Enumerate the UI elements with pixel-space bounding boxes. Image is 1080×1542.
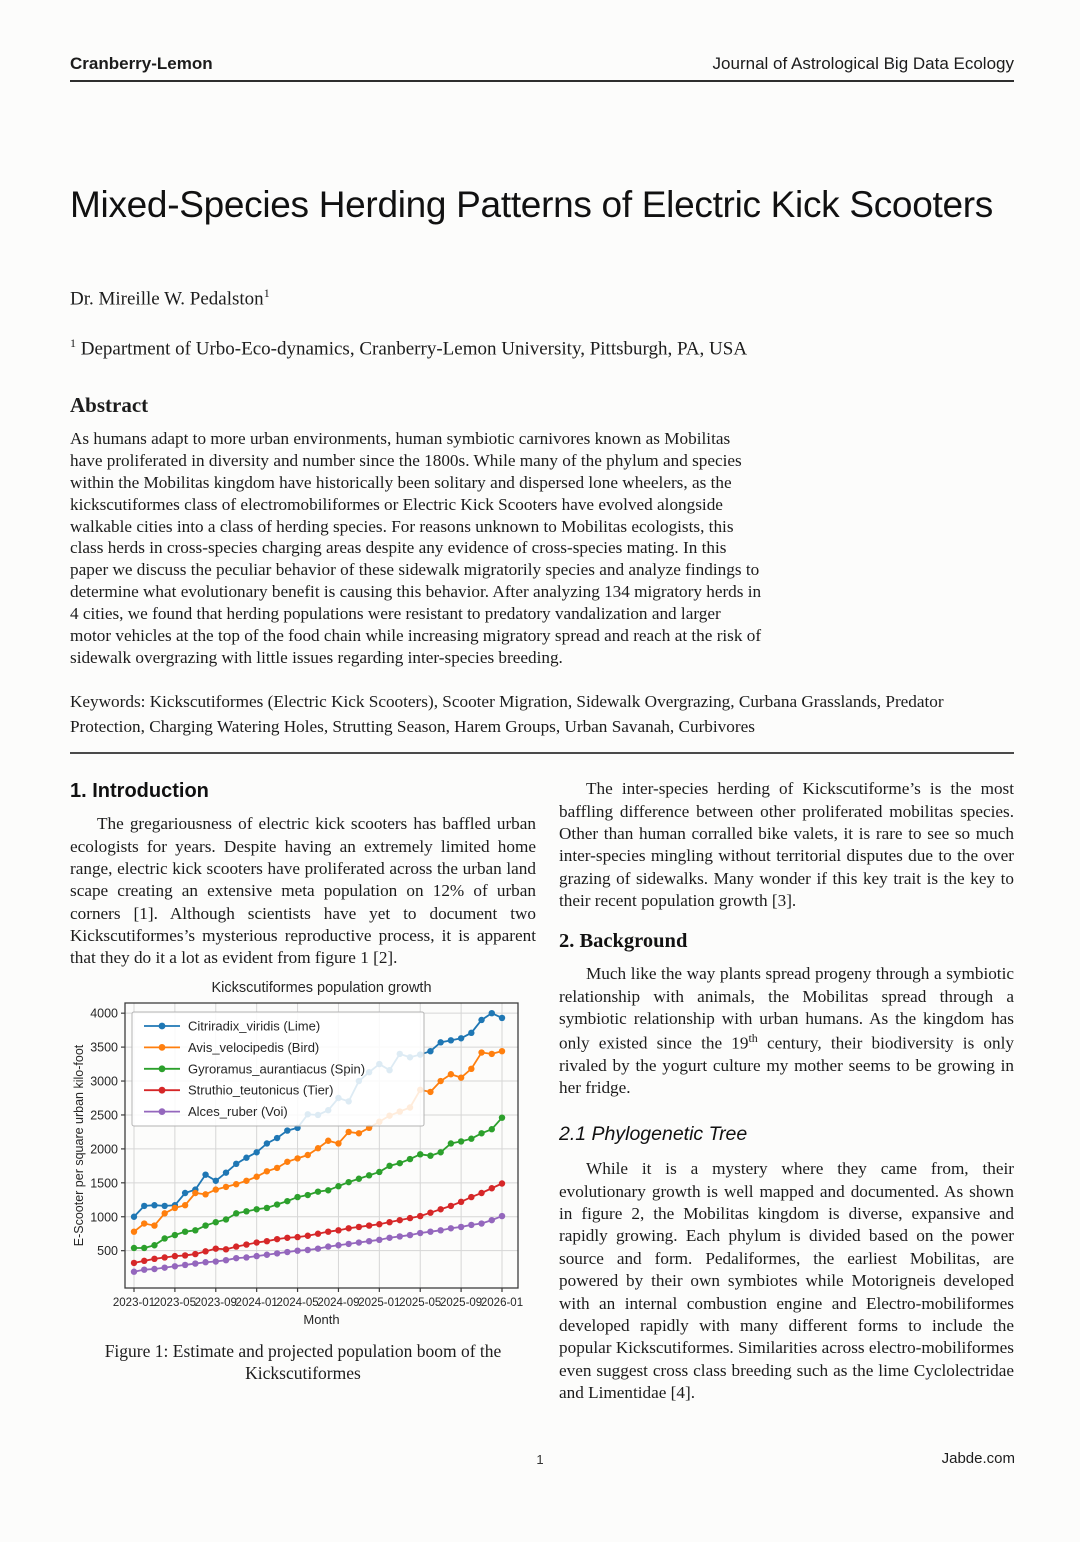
x-tick-label: 2023-01: [112, 1296, 156, 1309]
data-point: [489, 1217, 495, 1223]
data-point: [437, 1149, 443, 1155]
data-point: [478, 1190, 484, 1196]
chart-ylabel: E-Scooter per square urban kilo-foot: [72, 1044, 86, 1247]
data-point: [192, 1227, 198, 1233]
data-point: [437, 1206, 443, 1212]
data-point: [427, 1152, 433, 1158]
data-point: [407, 1156, 413, 1162]
two-column-body: [70, 778, 1014, 1410]
data-point: [131, 1245, 137, 1251]
data-point: [386, 1234, 392, 1240]
author-name: Dr. Mireille W. Pedalston: [70, 288, 264, 310]
data-point: [161, 1254, 167, 1260]
running-header: [70, 54, 1014, 82]
data-point: [233, 1181, 239, 1187]
x-tick-label: 2024-05: [276, 1296, 319, 1309]
data-point: [182, 1190, 188, 1196]
data-point: [417, 1151, 423, 1157]
data-point: [376, 1221, 382, 1227]
chart-title: Kickscutiformes population growth: [211, 979, 432, 996]
data-point: [131, 1260, 137, 1266]
data-point: [417, 1213, 423, 1219]
x-tick-label: 2026-01: [480, 1296, 524, 1309]
data-point: [243, 1241, 249, 1247]
data-point: [366, 1222, 372, 1228]
y-tick-label: 2000: [90, 1142, 118, 1157]
data-point: [264, 1238, 270, 1244]
data-point: [172, 1253, 178, 1259]
y-tick-label: 3500: [90, 1040, 118, 1055]
data-point: [284, 1158, 290, 1164]
affiliation-marker: 1: [70, 336, 76, 351]
data-point: [141, 1203, 147, 1209]
data-point: [141, 1266, 147, 1272]
data-point: [161, 1264, 167, 1270]
data-point: [386, 1219, 392, 1225]
data-point: [325, 1243, 331, 1249]
data-point: [366, 1172, 372, 1178]
data-point: [489, 1185, 495, 1191]
data-point: [172, 1232, 178, 1238]
data-point: [315, 1188, 321, 1194]
data-point: [478, 1017, 484, 1023]
data-point: [223, 1246, 229, 1252]
data-point: [315, 1145, 321, 1151]
data-point: [233, 1255, 239, 1261]
chart-xlabel: Month: [303, 1311, 340, 1327]
data-point: [489, 1126, 495, 1132]
data-point: [427, 1228, 433, 1234]
x-tick-label: 2025-05: [399, 1296, 442, 1309]
legend-marker: [159, 1022, 166, 1029]
data-point: [448, 1037, 454, 1043]
footer-site-name: Jabde.com: [941, 1450, 1015, 1467]
data-point: [202, 1248, 208, 1254]
population-growth-chart: [70, 976, 542, 1328]
data-point: [356, 1239, 362, 1245]
data-point: [284, 1234, 290, 1240]
header-journal-name: Journal of Astrological Big Data Ecology: [712, 54, 1014, 73]
data-point: [233, 1160, 239, 1166]
data-point: [264, 1168, 270, 1174]
header-journal-short: Cranberry-Lemon: [70, 54, 213, 73]
data-point: [213, 1245, 219, 1251]
data-point: [253, 1173, 259, 1179]
data-point: [213, 1186, 219, 1192]
data-point: [397, 1233, 403, 1239]
legend-label: Gyroramus_aurantiacus (Spin): [188, 1061, 366, 1077]
data-point: [151, 1222, 157, 1228]
data-point: [335, 1140, 341, 1146]
data-point: [345, 1225, 351, 1231]
legend-label: Citriradix_viridis (Lime): [188, 1018, 321, 1034]
data-point: [458, 1035, 464, 1041]
data-point: [274, 1135, 280, 1141]
data-point: [284, 1249, 290, 1255]
data-point: [253, 1253, 259, 1259]
data-point: [141, 1220, 147, 1226]
data-point: [345, 1241, 351, 1247]
data-point: [478, 1049, 484, 1055]
data-point: [499, 1180, 505, 1186]
data-point: [151, 1202, 157, 1208]
data-point: [161, 1210, 167, 1216]
data-point: [356, 1224, 362, 1230]
data-point: [192, 1251, 198, 1257]
data-point: [489, 1010, 495, 1016]
data-point: [182, 1202, 188, 1208]
y-tick-label: 3000: [90, 1074, 118, 1089]
data-point: [253, 1149, 259, 1155]
data-point: [448, 1203, 454, 1209]
data-point: [284, 1198, 290, 1204]
data-point: [458, 1074, 464, 1080]
y-tick-label: 1500: [90, 1176, 118, 1191]
introduction-paragraph: The gregariousness of electric kick scooters has baffled urban ecologists for years. Despite having an extremely limited home range, electric kick scooters have proliferated across the urban land scape creating an extensive meta population on 12% of urban corners [1]. Although scientists have yet to document two Kickscutiformes’s mysterious reproductive process, it is apparent that they do it a lot as evident from figure 1 [2].: [70, 814, 536, 968]
data-point: [274, 1250, 280, 1256]
page-number: 1: [536, 1452, 544, 1467]
data-point: [499, 1114, 505, 1120]
y-tick-label: 2500: [90, 1108, 118, 1123]
data-point: [182, 1252, 188, 1258]
data-point: [223, 1169, 229, 1175]
data-point: [223, 1257, 229, 1263]
data-point: [253, 1206, 259, 1212]
data-point: [427, 1209, 433, 1215]
legend-label: Alces_ruber (Voi): [188, 1103, 288, 1119]
data-point: [243, 1254, 249, 1260]
data-point: [345, 1179, 351, 1185]
y-tick-label: 1000: [90, 1210, 118, 1225]
legend-marker: [159, 1065, 166, 1072]
data-point: [141, 1245, 147, 1251]
data-point: [305, 1192, 311, 1198]
data-point: [131, 1268, 137, 1274]
data-point: [274, 1165, 280, 1171]
legend-marker: [159, 1108, 166, 1115]
data-point: [294, 1155, 300, 1161]
data-point: [468, 1065, 474, 1071]
data-point: [397, 1217, 403, 1223]
legend-marker: [159, 1044, 166, 1051]
author-line: [70, 286, 1010, 310]
data-point: [468, 1194, 474, 1200]
data-point: [335, 1183, 341, 1189]
data-point: [478, 1130, 484, 1136]
data-point: [294, 1247, 300, 1253]
affiliation-text: Department of Urbo-Eco-dynamics, Cranberry-Lemon University, Pittsburgh, PA, USA: [76, 338, 748, 360]
data-point: [274, 1236, 280, 1242]
data-point: [131, 1228, 137, 1234]
data-point: [243, 1177, 249, 1183]
data-point: [499, 1048, 505, 1054]
x-tick-label: 2023-09: [194, 1296, 237, 1309]
data-point: [417, 1230, 423, 1236]
legend-label: Struthio_teutonicus (Tier): [188, 1082, 334, 1098]
background-text-pre: Much like the way plants spread progeny through a symbiotic relationship with animals, the Mobilitas spread through a symbiotic relationship with urban humans. As the kingdom has only existed since the 19: [559, 964, 1014, 1053]
data-point: [243, 1208, 249, 1214]
legend-marker: [159, 1087, 166, 1094]
data-point: [233, 1243, 239, 1249]
legend-label: Avis_velocipedis (Bird): [188, 1039, 320, 1055]
data-point: [407, 1232, 413, 1238]
data-point: [437, 1039, 443, 1045]
right-column: [559, 778, 1014, 1410]
abstract-heading: Abstract: [70, 393, 149, 418]
data-point: [356, 1175, 362, 1181]
data-point: [335, 1242, 341, 1248]
data-point: [305, 1247, 311, 1253]
data-point: [294, 1234, 300, 1240]
data-point: [202, 1259, 208, 1265]
data-point: [223, 1216, 229, 1222]
data-point: [356, 1130, 362, 1136]
data-point: [182, 1228, 188, 1234]
x-tick-label: 2024-09: [317, 1296, 360, 1309]
data-point: [141, 1258, 147, 1264]
data-point: [427, 1089, 433, 1095]
data-point: [458, 1224, 464, 1230]
data-point: [223, 1184, 229, 1190]
data-point: [397, 1160, 403, 1166]
data-point: [489, 1051, 495, 1057]
data-point: [213, 1258, 219, 1264]
data-point: [499, 1015, 505, 1021]
data-point: [253, 1239, 259, 1245]
data-point: [131, 1213, 137, 1219]
keywords-line: Keywords: Kickscutiformes (Electric Kick Scooters), Scooter Migration, Sidewalk Overgrazing, Curbana Grasslands, Predator Protection, Charging Watering Holes, Strutting Season, Harem Groups, Urban Savanah, Curbivores: [70, 690, 1014, 754]
data-point: [458, 1198, 464, 1204]
data-point: [151, 1266, 157, 1272]
data-point: [448, 1225, 454, 1231]
x-tick-label: 2025-09: [440, 1296, 483, 1309]
data-point: [427, 1048, 433, 1054]
left-column: [70, 778, 536, 1410]
y-tick-label: 4000: [90, 1006, 118, 1021]
data-point: [192, 1260, 198, 1266]
data-point: [243, 1154, 249, 1160]
data-point: [264, 1140, 270, 1146]
figure-1: [70, 976, 536, 1333]
abstract-body: As humans adapt to more urban environments, human symbiotic carnivores known as Mobilitas have proliferated in diversity and number since the 1800s. While many of the phylum and species within the Mobilitas kingdom have historically been solitary and dispersed lone wheelers, as the kickscutiformes class of electromobiliformes or Electric Kick Scooters have evolved alongside walkable cities into a class of herding species. For reasons unknown to Mobilitas ecologists, this class herds in cross-species charging areas despite any evidence of cross-species mating. In this paper we discuss the peculiar behavior of these sidewalk migratorily species and analyze findings to determine what evolutionary benefit is causing this behavior. After analyzing 134 migratory herds in 4 cities, we found that herding populations were resistant to predatory vandalization and larger motor vehicles at the top of the food chain while increasing migratory spread and reach at the risk of sidewalk overgrazing with little issues regarding inter-species breeding.: [70, 429, 762, 667]
series-line: [134, 1216, 502, 1272]
affiliation: [70, 335, 790, 363]
phylogenetic-tree-paragraph: While it is a mystery where they came from, their evolutionary growth is well mapped and documented. As shown in figure 2, the Mobilitas kingdom is diverse, expansive and rapidly growing. Each phylum is divided based on the power source and form. Pedaliformes, the earliest Mobilitas, are powered by their own symbiotes while Motorigneis developed with an internal combustion engine and Electro-mobiliformes developed rapidly with many different forms to include the popular Kickscutiformes. Similarities across electro-mobiliformes even suggest cross class breeding such as the lime Cyclolectridae and Limentidae [4].: [559, 1159, 1014, 1402]
data-point: [315, 1230, 321, 1236]
data-point: [233, 1210, 239, 1216]
data-point: [284, 1127, 290, 1133]
section-heading-introduction: 1. Introduction: [70, 780, 209, 803]
data-point: [325, 1187, 331, 1193]
data-point: [468, 1135, 474, 1141]
data-point: [437, 1078, 443, 1084]
data-point: [325, 1228, 331, 1234]
data-point: [192, 1190, 198, 1196]
author-superscript: 1: [263, 286, 270, 300]
data-point: [325, 1137, 331, 1143]
data-point: [315, 1245, 321, 1251]
x-tick-label: 2024-01: [235, 1296, 278, 1309]
data-point: [366, 1238, 372, 1244]
background-paragraph: [559, 963, 1014, 1099]
subsection-heading-phylogenetic-tree: 2.1 Phylogenetic Tree: [559, 1123, 748, 1146]
data-point: [264, 1251, 270, 1257]
data-point: [161, 1203, 167, 1209]
data-point: [151, 1242, 157, 1248]
data-point: [376, 1236, 382, 1242]
data-point: [172, 1205, 178, 1211]
data-point: [202, 1171, 208, 1177]
paper-title: Mixed-Species Herding Patterns of Electric Kick Scooters: [70, 184, 993, 225]
data-point: [294, 1194, 300, 1200]
data-point: [182, 1262, 188, 1268]
data-point: [335, 1227, 341, 1233]
data-point: [448, 1071, 454, 1077]
x-tick-label: 2025-01: [358, 1296, 401, 1309]
data-point: [151, 1255, 157, 1261]
data-point: [458, 1138, 464, 1144]
data-point: [305, 1152, 311, 1158]
data-point: [376, 1169, 382, 1175]
data-point: [202, 1191, 208, 1197]
data-point: [478, 1220, 484, 1226]
data-point: [468, 1030, 474, 1036]
section-heading-background: 2. Background: [559, 930, 688, 953]
background-text-post: century, their biodiversity is only rivaled by the yogurt culture my mother seems to be growing in her fridge.: [559, 1033, 1014, 1098]
data-point: [161, 1235, 167, 1241]
data-point: [274, 1201, 280, 1207]
data-point: [305, 1232, 311, 1238]
data-point: [386, 1163, 392, 1169]
x-tick-label: 2023-05: [153, 1296, 196, 1309]
data-point: [172, 1263, 178, 1269]
interspecies-paragraph: The inter-species herding of Kickscutiforme’s is the most baffling difference between other proliferated mobilitas species. Other than human corralled bike valets, it is rare to see so much inter-species mingling without territorial disputes due to the over grazing of sidewalks. Many wonder if this key trait is the key to their recent population growth [3].: [559, 779, 1014, 911]
data-point: [468, 1222, 474, 1228]
data-point: [407, 1215, 413, 1221]
data-point: [213, 1219, 219, 1225]
y-tick-label: 500: [97, 1244, 118, 1259]
data-point: [202, 1222, 208, 1228]
data-point: [345, 1129, 351, 1135]
data-point: [213, 1177, 219, 1183]
data-point: [264, 1205, 270, 1211]
data-point: [499, 1213, 505, 1219]
data-point: [437, 1227, 443, 1233]
background-ordinal-superscript: th: [748, 1030, 758, 1045]
data-point: [448, 1140, 454, 1146]
figure-1-caption: Figure 1: Estimate and projected population boom of the Kickscutiformes: [104, 1340, 502, 1383]
